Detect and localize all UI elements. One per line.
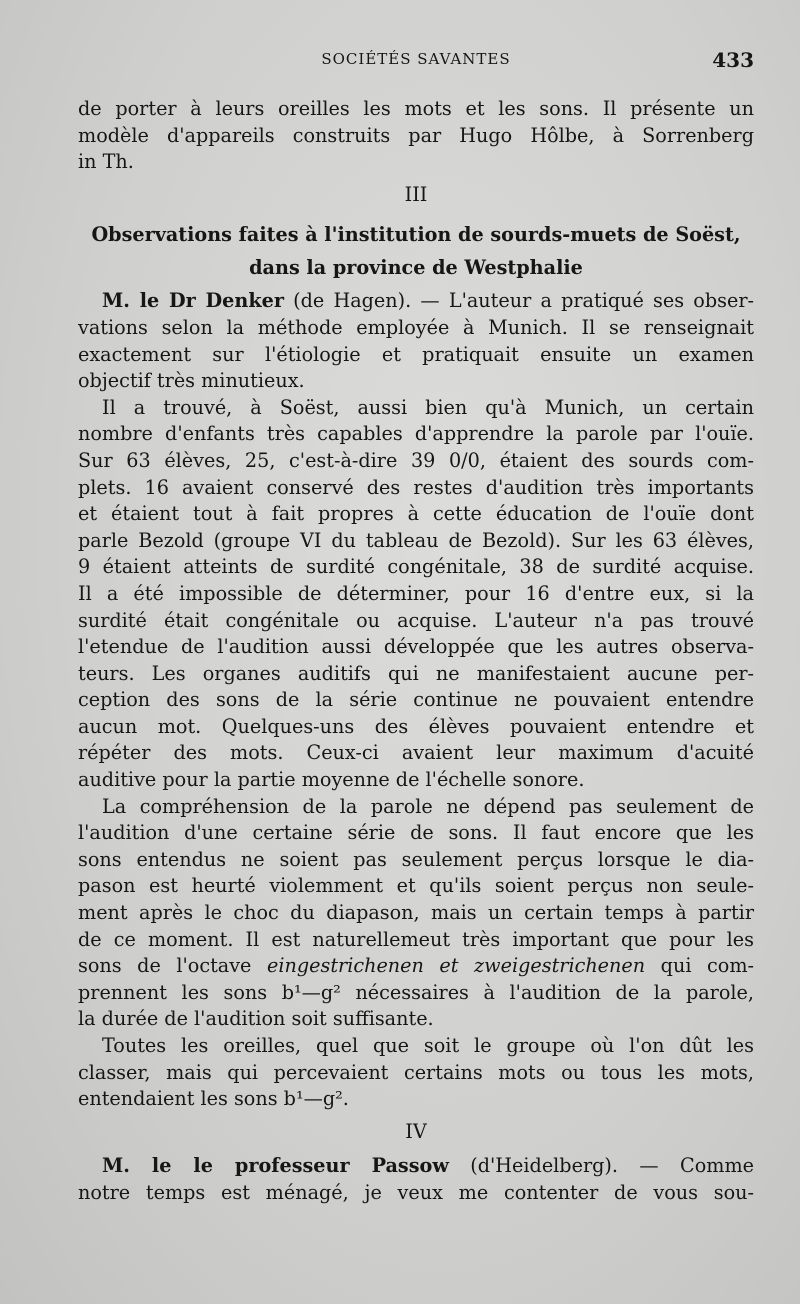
section-number-iv: IV xyxy=(405,1119,427,1143)
body-text xyxy=(78,96,754,1207)
section-number-iii: III xyxy=(404,182,428,206)
text-line: l'etendue de l'audition aussi développée que les autres observa- xyxy=(78,635,754,659)
italic-fragment: eingestrichenen et zweigestrichenen xyxy=(266,954,646,978)
text-line: vations selon la méthode employée à Munich. Il se renseignait xyxy=(78,315,754,339)
text-line: la durée de l'audition soit suffisante. xyxy=(78,1007,434,1031)
text-line: nombre d'enfants très capables d'apprendre la parole par l'ouïe. xyxy=(78,422,754,446)
section-title-line-2: dans la province de Westphalie xyxy=(249,256,583,280)
section-title-line-1: Observations faites à l'institution de sourds-muets de Soëst, xyxy=(91,223,741,247)
intro-line-1: de porter à leurs oreilles les mots et les sons. Il présente un xyxy=(78,97,754,120)
text-line: notre temps est ménagé, je veux me contenter de vous sou- xyxy=(78,1180,754,1204)
text-line: La compréhension de la parole ne dépend pas seulement de xyxy=(102,794,754,818)
intro-line-3: in Th. xyxy=(78,150,134,174)
text-line: Il a trouvé, à Soëst, aussi bien qu'à Munich, un certain xyxy=(102,395,754,419)
author-line-passow xyxy=(78,1153,754,1180)
text-line: Il a été impossible de déterminer, pour 16 d'entre eux, si la xyxy=(78,581,754,605)
text-line: 9 étaient atteints de surdité congénitale, 38 de surdité acquise. xyxy=(78,555,754,579)
text-fragment: sons de l'octave xyxy=(78,954,267,978)
section-title xyxy=(78,218,754,284)
running-head: SOCIÉTÉS SAVANTES xyxy=(321,50,511,68)
text-fragment: qui com- xyxy=(645,954,754,978)
text-line: ment après le choc du diapason, mais un certain temps à partir xyxy=(78,901,754,925)
text-line: pason est heurté violemment et qu'ils soient perçus non seule- xyxy=(78,874,754,898)
text-line: exactement sur l'étiologie et pratiquait ensuite un examen xyxy=(78,342,754,366)
text-line: Sur 63 élèves, 25, c'est-à-dire 39 0/0, étaient des sourds com- xyxy=(78,448,754,472)
author-line-denker xyxy=(78,288,754,315)
author-line-rest: (de Hagen). — L'auteur a pratiqué ses obser- xyxy=(283,289,754,313)
text-line: parle Bezold (groupe VI du tableau de Bezold). Sur les 63 élèves, xyxy=(78,528,754,552)
text-line: objectif très minutieux. xyxy=(78,369,305,393)
text-line: aucun mot. Quelques-uns des élèves pouvaient entendre et xyxy=(78,714,754,738)
page-number: 433 xyxy=(712,48,754,72)
author-name: M. le Dr Denker xyxy=(102,289,284,313)
text-line: ception des sons de la série continue ne pouvaient entendre xyxy=(78,688,754,712)
text-line: classer, mais qui percevaient certains mots ou tous les mots, xyxy=(78,1060,754,1084)
text-line: répéter des mots. Ceux-ci avaient leur maximum d'acuité xyxy=(78,741,754,765)
text-line: Toutes les oreilles, quel que soit le groupe où l'on dût les xyxy=(102,1034,754,1057)
text-line: l'audition d'une certaine série de sons. Il faut encore que les xyxy=(78,821,754,845)
author-name: M. le le professeur Passow xyxy=(102,1154,449,1178)
text-line: entendaient les sons b¹—g². xyxy=(78,1087,349,1111)
text-line-italic xyxy=(78,953,754,980)
text-line: auditive pour la partie moyenne de l'échelle sonore. xyxy=(78,768,585,792)
text-line: et étaient tout à fait propres à cette éducation de l'ouïe dont xyxy=(78,502,754,526)
intro-line-2: modèle d'appareils construits par Hugo Hôlbe, à Sorrenberg xyxy=(78,123,754,147)
text-line: sons entendus ne soient pas seulement perçus lorsque le dia- xyxy=(78,847,754,871)
text-line: prennent les sons b¹—g² nécessaires à l'audition de la parole, xyxy=(78,980,754,1004)
text-line: de ce moment. Il est naturellemeut très important que pour les xyxy=(78,927,754,951)
author-line-rest: (d'Heidelberg). — Comme xyxy=(448,1154,754,1178)
text-line: teurs. Les organes auditifs qui ne manifestaient aucune per- xyxy=(78,661,754,685)
text-line: plets. 16 avaient conservé des restes d'audition très importants xyxy=(78,475,754,499)
page-header xyxy=(78,48,754,74)
text-line: surdité était congénitale ou acquise. L'auteur n'a pas trouvé xyxy=(78,608,754,632)
